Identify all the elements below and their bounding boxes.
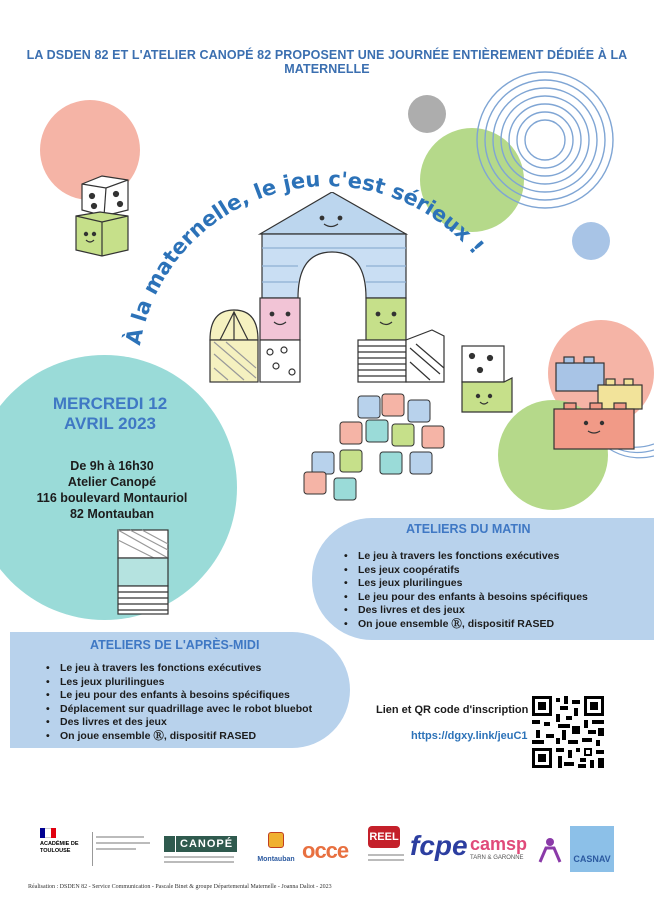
montauban-text: Montauban bbox=[257, 856, 295, 863]
afternoon-item: • Les jeux plurilingues bbox=[42, 676, 312, 690]
registration-label: Lien et QR code d'inscription bbox=[376, 704, 529, 716]
blue-dot-right bbox=[572, 222, 610, 260]
puzzle-pieces-illustration bbox=[300, 386, 480, 511]
logo-canope bbox=[164, 836, 244, 866]
logo-academie bbox=[40, 828, 90, 872]
block-stack-illustration bbox=[114, 524, 174, 620]
academie-text: ACADÉMIE DE TOULOUSE bbox=[40, 841, 79, 854]
logo-reel bbox=[368, 826, 408, 868]
afternoon-item: • Le jeu à travers les fonctions exécutives bbox=[42, 662, 312, 676]
dsden-small-text bbox=[96, 836, 154, 862]
building-blocks-illustration bbox=[200, 192, 450, 390]
logo-montauban bbox=[256, 832, 296, 870]
morning-item: • Des livres et des jeux bbox=[340, 604, 588, 618]
afternoon-item: • Des livres et des jeux bbox=[42, 716, 312, 730]
camsp-text: camsp bbox=[470, 834, 528, 854]
morning-workshops-panel bbox=[312, 518, 654, 640]
morning-panel-title: ATELIERS DU MATIN bbox=[406, 522, 531, 536]
lego-bricks-illustration bbox=[550, 355, 650, 465]
event-date-line1: MERCREDI 12 bbox=[52, 394, 168, 413]
morning-list bbox=[340, 550, 588, 631]
morning-item: • Le jeu à travers les fonctions exécutives bbox=[340, 550, 588, 564]
event-venue: Atelier Canopé bbox=[67, 475, 157, 489]
event-info bbox=[22, 458, 202, 522]
logo-person-icon bbox=[536, 836, 564, 864]
afternoon-list bbox=[42, 662, 312, 743]
afternoon-panel-title: ATELIERS DE L'APRÈS-MIDI bbox=[90, 638, 260, 652]
event-date-line2: AVRIL 2023 bbox=[64, 414, 156, 433]
montauban-crest-icon bbox=[268, 832, 284, 848]
afternoon-item: • On joue ensemble Ⓡ, dispositif RASED bbox=[42, 730, 312, 744]
event-city: 82 Montauban bbox=[69, 507, 155, 521]
morning-item: • Les jeux coopératifs bbox=[340, 564, 588, 578]
credits-text: Réalisation : DSDEN 82 - Service Communication - Pascale Binet & groupe Départemental Maternelle - Joanna Daliot - 2023 bbox=[28, 884, 332, 890]
morning-item: • On joue ensemble Ⓡ, dispositif RASED bbox=[340, 618, 588, 632]
afternoon-item: • Déplacement sur quadrillage avec le robot bluebot bbox=[42, 703, 312, 717]
casnav-text: CASNAV bbox=[573, 854, 611, 864]
logo-occe: occe bbox=[302, 838, 349, 863]
page-header: LA DSDEN 82 ET L'ATELIER CANOPÉ 82 PROPOSENT UNE JOURNÉE ENTIÈREMENT DÉDIÉE À LA MATERNELLE bbox=[26, 48, 628, 76]
logo-camsp bbox=[470, 834, 538, 861]
event-address: 116 boulevard Montauriol bbox=[36, 491, 188, 505]
logo-casnav bbox=[570, 826, 614, 872]
canope-text: CANOPÉ bbox=[176, 836, 237, 852]
afternoon-item: • Le jeu pour des enfants à besoins spécifiques bbox=[42, 689, 312, 703]
registration-link[interactable]: https://dgxy.link/jeuC1 bbox=[411, 730, 528, 742]
camsp-subtext: TARN & GARONNE bbox=[470, 855, 524, 861]
marianne-icon bbox=[40, 828, 56, 838]
cubes-illustration-left bbox=[72, 172, 136, 258]
reel-text: REEL bbox=[368, 826, 400, 848]
event-hours: De 9h à 16h30 bbox=[70, 459, 154, 473]
morning-item: • Le jeu pour des enfants à besoins spécifiques bbox=[340, 591, 588, 605]
event-date bbox=[30, 394, 190, 434]
divider bbox=[92, 832, 93, 866]
logo-fcpe: fcpe bbox=[410, 830, 468, 861]
arc-title-textpath: À la maternelle, le jeu c'est sérieux ! bbox=[121, 167, 489, 348]
afternoon-workshops-panel bbox=[10, 632, 350, 748]
morning-item: • Les jeux plurilingues bbox=[340, 577, 588, 591]
qr-code[interactable] bbox=[532, 696, 604, 768]
